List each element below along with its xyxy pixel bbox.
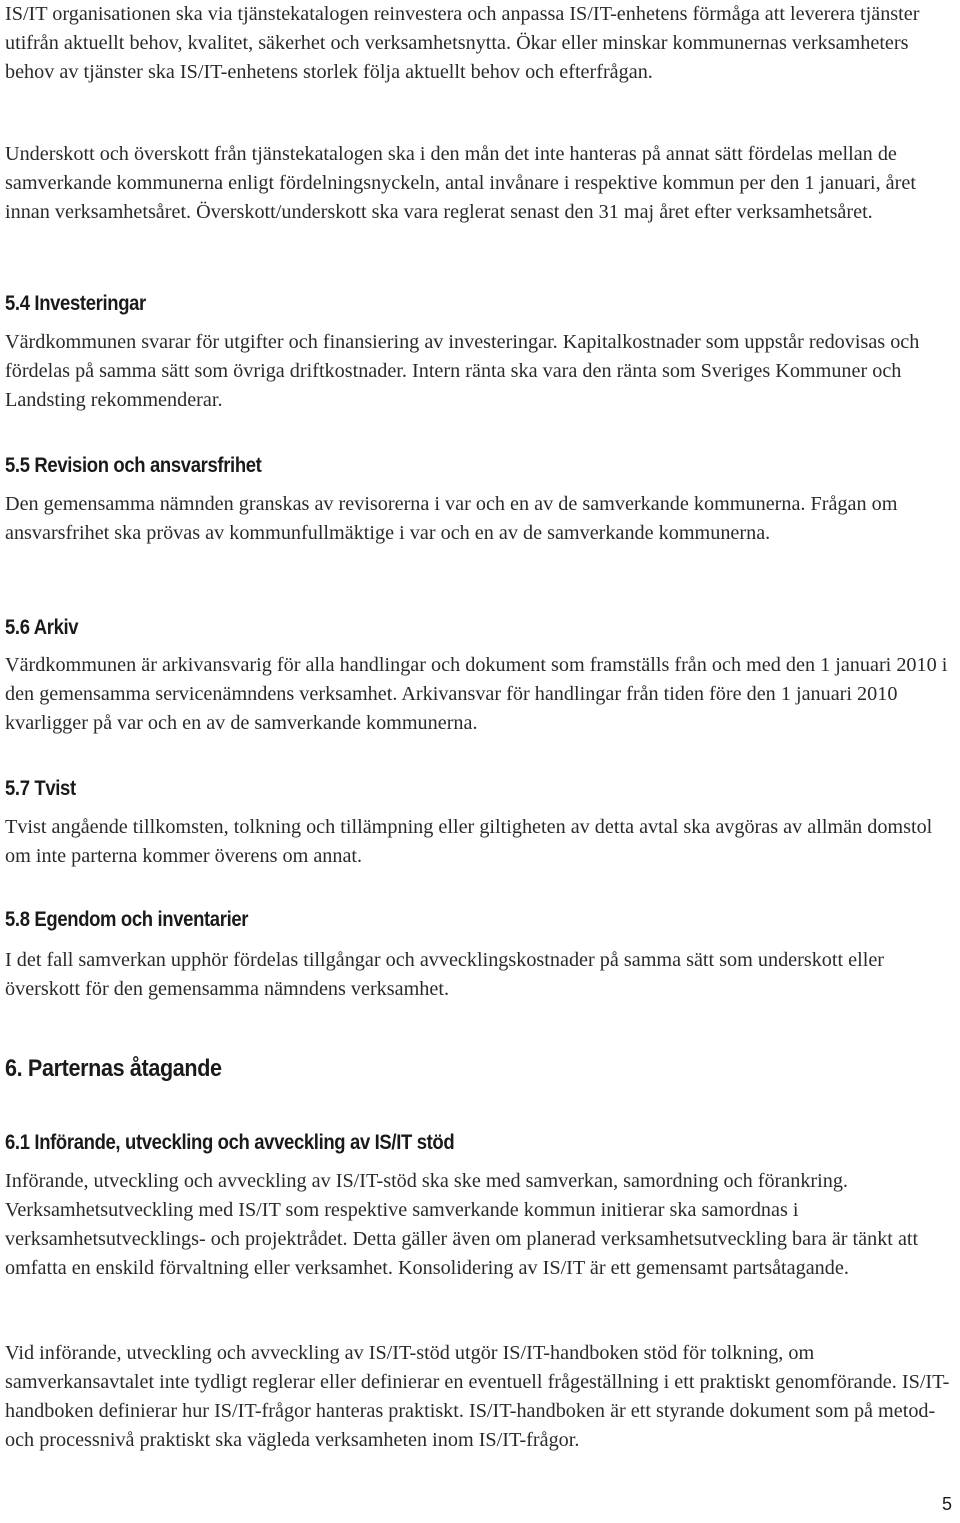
paragraph-investeringar: Värdkommunen svarar för utgifter och finansiering av investeringar. Kapitalkostnader som uppstår redovisas och fördelas på samma sätt som övriga driftkostnader. Intern ränta ska vara den ränta som Sveriges Kommuner och Landsting rekommenderar. — [5, 331, 920, 411]
section-heading-5-4: 5.4 Investeringar — [5, 292, 146, 315]
section-heading-5-5: 5.5 Revision och ansvarsfrihet — [5, 454, 262, 477]
paragraph-egendom: I det fall samverkan upphör fördelas tillgångar och avvecklingskostnader på samma sätt som underskott eller överskott för den gemensamma nämndens verksamhet. — [5, 949, 885, 1000]
paragraph-inforande-b: Vid införande, utveckling och avveckling av IS/IT-stöd utgör IS/IT-handboken stöd för tolkning, om samverkansavtalet inte tydligt reglerar eller definierar en eventuell frågeställning i ett praktiskt genomförande. IS/IT-handboken definierar hur IS/IT-frågor hanteras praktiskt. IS/IT-handboken är ett styrande dokument som på metod- och processnivå praktiskt ska vägleda verksamheten inom IS/IT-frågor. — [5, 1342, 950, 1451]
section-heading-5-8: 5.8 Egendom och inventarier — [5, 908, 249, 931]
paragraph-revision: Den gemensamma nämnden granskas av revisorerna i var och en av de samverkande kommunerna. Frågan om ansvarsfrihet ska prövas av kommunfullmäktige i var och en av de samverkande kommunerna. — [5, 493, 898, 544]
section-heading-5-7: 5.7 Tvist — [5, 777, 76, 800]
chapter-heading-6: 6. Parternas åtagande — [5, 1055, 222, 1082]
paragraph-tvist: Tvist angående tillkomsten, tolkning och tillämpning eller giltigheten av detta avtal ska avgöras av allmän domstol om inte parterna kommer överens om annat. — [5, 816, 933, 867]
section-heading-5-6: 5.6 Arkiv — [5, 616, 79, 639]
paragraph-inforande-a: Införande, utveckling och avveckling av IS/IT-stöd ska ske med samverkan, samordning och förankring. Verksamhetsutveckling med IS/IT som respektive samverkande kommun initierar ska samordnas i verksamhetsutvecklings- och projektrådet. Detta gäller även om planerad verksamhetsutveckling bara är tänkt att omfatta en enskild förvaltning eller verksamhet. Konsolidering av IS/IT är ett gemensamt partsåtagande. — [5, 1170, 919, 1279]
paragraph-surplus-deficit: Underskott och överskott från tjänstekatalogen ska i den mån det inte hanteras på annat sätt fördelas mellan de samverkande kommunerna enligt fördelningsnyckeln, antal invånare i respektive kommun per den 1 januari, året innan verksamhetsåret. Överskott/underskott ska vara reglerat senast den 31 maj året efter verksamhetsåret. — [5, 143, 916, 223]
section-heading-6-1: 6.1 Införande, utveckling och avveckling av IS/IT stöd — [5, 1131, 455, 1154]
paragraph-arkiv: Värdkommunen är arkivansvarig för alla handlingar och dokument som framställs från och med den 1 januari 2010 i den gemensamma servicenämndens verksamhet. Arkivansvar för handlingar från tiden före den 1 januari 2010 kvarligger på var och en av de samverkande kommunerna. — [5, 654, 948, 734]
page-number: 5 — [941, 1494, 952, 1514]
paragraph-intro: IS/IT organisationen ska via tjänstekatalogen reinvestera och anpassa IS/IT-enhetens förmåga att leverera tjänster utifrån aktuellt behov, kvalitet, säkerhet och verksamhetsnytta. Ökar eller minskar kommunernas verksamheters behov av tjänster ska IS/IT-enhetens storlek följa aktuellt behov och efterfrågan. — [5, 3, 920, 83]
